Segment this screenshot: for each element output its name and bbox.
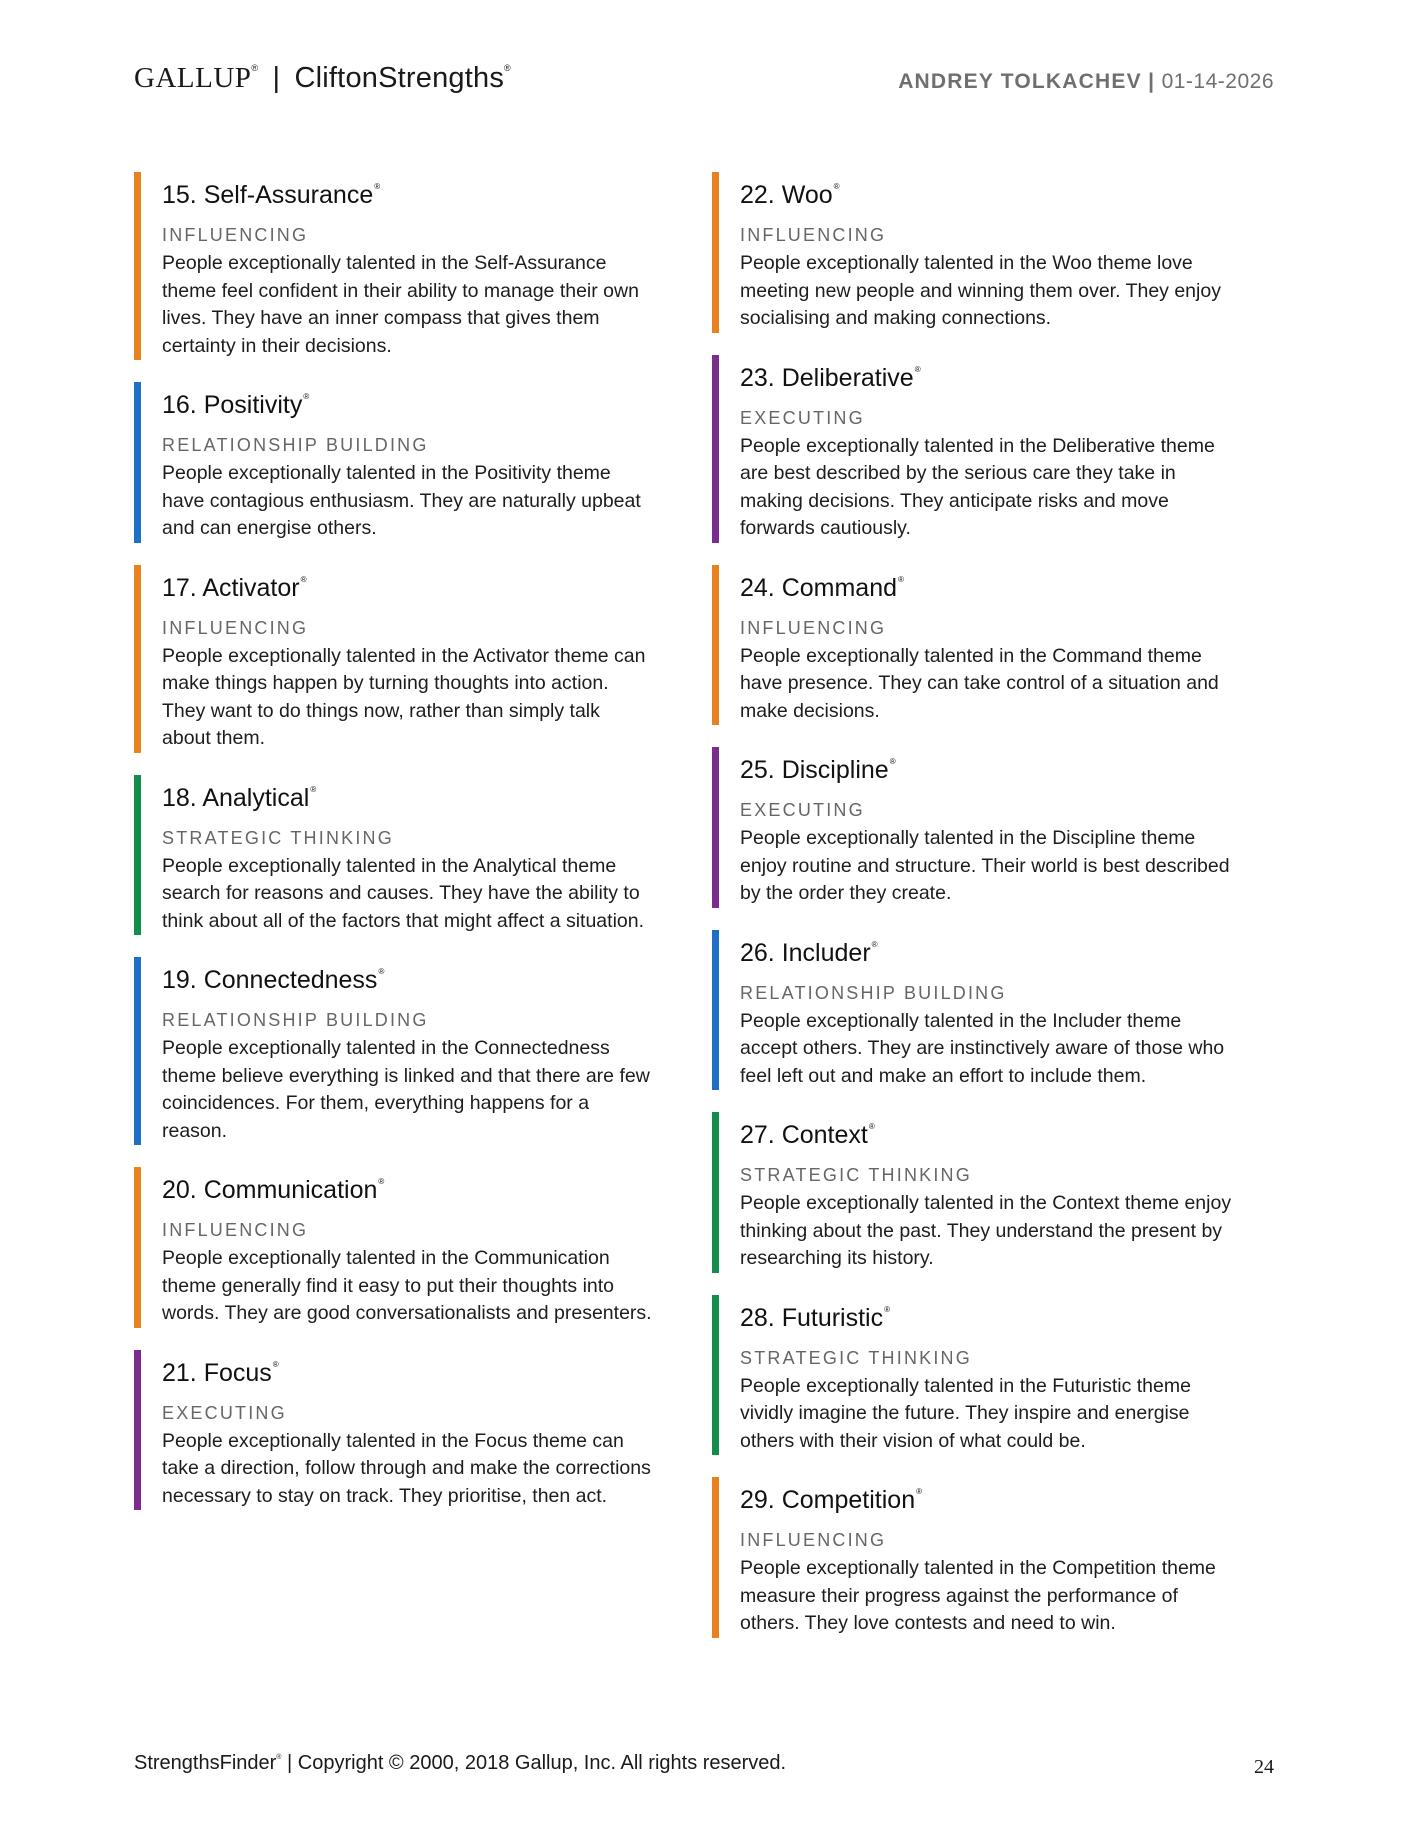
theme-title	[162, 775, 654, 813]
theme-description: People exceptionally talented in the Communication theme generally find it easy to put their thoughts into words. They are good conversationalists and presenters.	[162, 1247, 652, 1324]
domain-color-bar	[134, 382, 141, 543]
theme-title-text: 21. Focus	[162, 1358, 272, 1387]
theme-title	[162, 957, 654, 995]
domain-color-bar	[712, 355, 719, 543]
theme-card	[712, 747, 1232, 908]
domain-color-bar	[712, 1295, 719, 1456]
theme-description: People exceptionally talented in the Includer theme accept others. They are instinctively aware of those who feel left out and make an effort to include them.	[740, 1009, 1225, 1087]
domain-color-bar	[134, 1167, 141, 1328]
brand-separator: |	[272, 62, 281, 94]
theme-title	[740, 355, 1232, 393]
registered-mark: ®	[871, 939, 878, 949]
theme-domain: EXECUTING	[162, 1402, 287, 1423]
registered-mark: ®	[251, 63, 259, 73]
registered-mark: ®	[884, 1304, 891, 1314]
theme-domain: RELATIONSHIP BUILDING	[162, 435, 429, 455]
theme-card	[134, 1350, 654, 1511]
theme-domain: STRATEGIC THINKING	[740, 1347, 972, 1368]
domain-color-bar	[712, 172, 719, 333]
registered-mark: ®	[914, 364, 921, 374]
theme-domain: STRATEGIC THINKING	[162, 827, 394, 848]
theme-description: People exceptionally talented in the Positivity theme have contagious enthusiasm. They are naturally upbeat and can energise others.	[162, 462, 641, 539]
registered-mark: ®	[374, 182, 381, 191]
theme-title-text: 17. Activator	[162, 573, 300, 602]
theme-title	[162, 172, 654, 210]
theme-description: People exceptionally talented in the Activator theme can make things happen by turning thoughts into action. They want to do things now, rather than simply talk about them.	[162, 644, 646, 749]
theme-card	[712, 930, 1232, 1091]
theme-card	[134, 775, 654, 936]
theme-description: People exceptionally talented in the Focus theme can take a direction, follow through and make the corrections necessary to stay on track. They prioritise, then act.	[162, 1429, 651, 1507]
user-name: ANDREY TOLKACHEV	[898, 70, 1142, 93]
theme-card	[134, 172, 654, 360]
theme-card	[712, 1112, 1232, 1273]
cliftonstrengths-wordmark: CliftonStrengths	[294, 62, 505, 94]
theme-title	[740, 1112, 1232, 1150]
theme-domain: INFLUENCING	[162, 1220, 309, 1240]
theme-card	[712, 1477, 1232, 1638]
gallup-wordmark: GALLUP	[134, 62, 252, 94]
user-separator: |	[1148, 70, 1156, 93]
theme-title	[740, 747, 1232, 785]
theme-card	[134, 382, 654, 543]
registered-mark: ®	[378, 967, 385, 976]
theme-domain: INFLUENCING	[740, 617, 887, 638]
theme-domain: INFLUENCING	[740, 1530, 887, 1550]
theme-title-text: 27. Context	[740, 1121, 868, 1149]
theme-title-text: 22. Woo	[740, 181, 833, 209]
theme-card	[134, 1167, 654, 1328]
theme-description: People exceptionally talented in the Context theme enjoy thinking about the past. They understand the present by researching its history.	[740, 1192, 1232, 1269]
theme-description: People exceptionally talented in the Connectedness theme believe everything is linked and that there are few coincidences. For them, everything happens for a reason.	[162, 1037, 650, 1142]
left-theme-column	[134, 172, 654, 1532]
registered-mark: ®	[833, 182, 840, 191]
domain-color-bar	[712, 565, 719, 726]
theme-title	[162, 1350, 654, 1388]
domain-color-bar	[134, 775, 141, 936]
theme-domain: EXECUTING	[740, 800, 865, 820]
theme-domain: INFLUENCING	[162, 617, 309, 638]
theme-domain: INFLUENCING	[162, 225, 309, 245]
theme-title	[740, 565, 1232, 603]
theme-title	[162, 1167, 654, 1205]
theme-title-text: 28. Futuristic	[740, 1303, 884, 1332]
theme-title-text: 29. Competition	[740, 1486, 916, 1514]
domain-color-bar	[134, 565, 141, 753]
registered-mark: ®	[310, 784, 317, 794]
domain-color-bar	[134, 172, 141, 360]
registered-mark: ®	[300, 574, 307, 584]
theme-domain: STRATEGIC THINKING	[740, 1165, 972, 1185]
domain-color-bar	[712, 930, 719, 1091]
theme-description: People exceptionally talented in the Competition theme measure their progress against the performance of others. They love contests and need to win.	[740, 1557, 1216, 1634]
copyright-notice	[134, 1752, 786, 1775]
domain-color-bar	[712, 1112, 719, 1273]
theme-card	[712, 172, 1232, 333]
theme-card	[712, 355, 1232, 543]
theme-description: People exceptionally talented in the Woo theme love meeting new people and winning them over. They enjoy socialising and making connections.	[740, 252, 1221, 329]
theme-title-text: 18. Analytical	[162, 783, 310, 812]
theme-description: People exceptionally talented in the Discipline theme enjoy routine and structure. Their world is best described by the order they create.	[740, 827, 1230, 904]
theme-description: People exceptionally talented in the Command theme have presence. They can take control of a situation and make decisions.	[740, 644, 1219, 722]
registered-mark: ®	[504, 63, 511, 73]
registered-mark: ®	[898, 574, 904, 584]
theme-title-text: 16. Positivity	[162, 391, 303, 419]
theme-description: People exceptionally talented in the Analytical theme search for reasons and causes. They have the ability to think about all of the factors that might affect a situation.	[162, 854, 645, 932]
theme-title-text: 26. Includer	[740, 938, 871, 967]
domain-color-bar	[134, 1350, 141, 1511]
theme-title-text: 23. Deliberative	[740, 363, 914, 392]
report-date: 01-14-2026	[1161, 70, 1274, 93]
registered-mark: ®	[303, 392, 310, 401]
theme-description: People exceptionally talented in the Futuristic theme vividly imagine the future. They inspire and energise others with their vision of what could be.	[740, 1374, 1191, 1452]
theme-domain: RELATIONSHIP BUILDING	[740, 982, 1007, 1003]
domain-color-bar	[712, 747, 719, 908]
footer-product: StrengthsFinder	[134, 1752, 277, 1774]
theme-description: People exceptionally talented in the Self-Assurance theme feel confident in their ability to manage their own lives. They have an inner compass that gives them certainty in their decisions.	[162, 252, 639, 357]
theme-title-text: 20. Communication	[162, 1176, 378, 1204]
theme-card	[712, 1295, 1232, 1456]
report-owner	[898, 70, 1274, 94]
registered-mark: ®	[868, 1122, 875, 1131]
theme-title	[162, 565, 654, 603]
theme-title	[740, 1477, 1232, 1515]
domain-color-bar	[134, 957, 141, 1145]
theme-title-text: 25. Discipline	[740, 756, 889, 784]
page-header	[134, 62, 1274, 102]
registered-mark: ®	[889, 757, 896, 766]
brand-logo	[134, 62, 511, 95]
theme-title-text: 15. Self-Assurance	[162, 181, 374, 209]
page-number: 24	[1254, 1756, 1274, 1778]
theme-card	[134, 957, 654, 1145]
registered-mark: ®	[276, 1754, 282, 1761]
theme-description: People exceptionally talented in the Deliberative theme are best described by the serious care they take in making decisions. They anticipate risks and move forwards cautiously.	[740, 434, 1215, 539]
right-theme-column	[712, 172, 1232, 1660]
domain-color-bar	[712, 1477, 719, 1638]
theme-domain: EXECUTING	[740, 407, 865, 428]
theme-title	[740, 172, 1232, 210]
registered-mark: ®	[916, 1487, 923, 1496]
theme-title	[740, 1295, 1232, 1333]
theme-title-text: 19. Connectedness	[162, 966, 378, 994]
footer-copyright: | Copyright © 2000, 2018 Gallup, Inc. All rights reserved.	[287, 1752, 787, 1774]
theme-title	[740, 930, 1232, 968]
page-footer	[134, 1752, 1274, 1782]
theme-title-text: 24. Command	[740, 573, 898, 602]
registered-mark: ®	[378, 1177, 385, 1186]
theme-domain: INFLUENCING	[740, 225, 887, 245]
registered-mark: ®	[272, 1359, 279, 1369]
theme-card	[712, 565, 1232, 726]
theme-card	[134, 565, 654, 753]
theme-title	[162, 382, 654, 420]
theme-domain: RELATIONSHIP BUILDING	[162, 1010, 429, 1030]
